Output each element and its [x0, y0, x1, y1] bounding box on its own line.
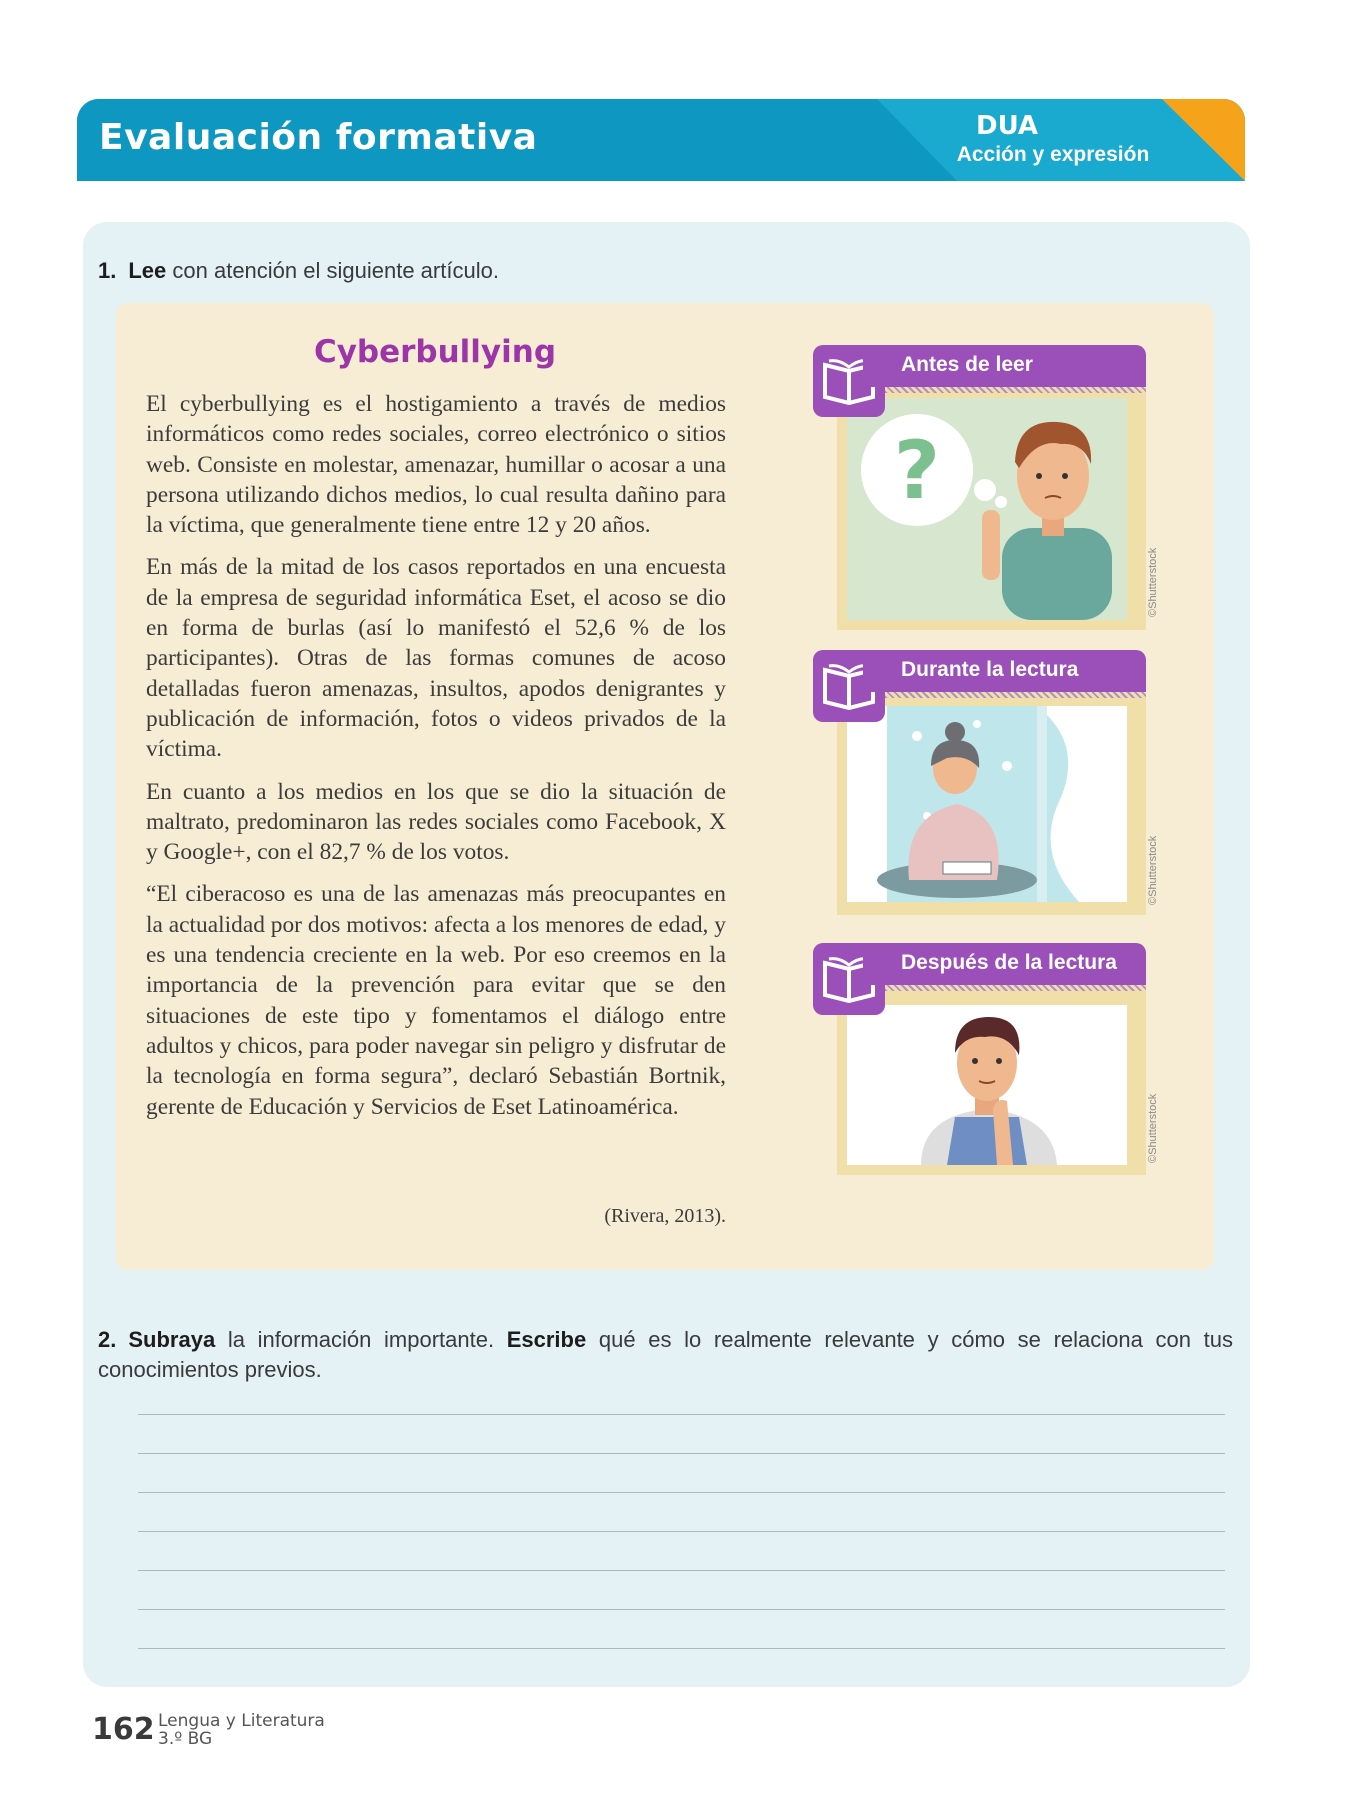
question-2-text-1: la información importante.	[215, 1327, 507, 1352]
question-2-verb-2: Escribe	[506, 1327, 587, 1352]
answer-line[interactable]	[138, 1648, 1225, 1649]
thinking-man-illustration	[847, 1005, 1127, 1165]
article-title: Cyberbullying	[313, 334, 557, 370]
article-citation: (Rivera, 2013).	[604, 1205, 726, 1227]
article-paragraph: El cyberbullying es el hostigamiento a través de medios informáticos como redes sociales, correo electrónico o sitios web. Consiste en molestar, amenazar, humillar o acosar a una persona utilizando dichos medios, lo cual resulta dañino para la víctima, que generalmente tiene entre 12 y 20 años.	[146, 391, 726, 539]
image-credit: ©Shutterstock	[1147, 547, 1159, 617]
article-paragraph: En más de la mitad de los casos reportados en una encuesta de la empresa de seguridad informática Eset, el acoso se dio en forma de burlas (así lo manifestó el 52,6 % de los participantes). Otras de las formas comunes de acoso detalladas fueron amenazas, insultos, apodos denigrantes y publicación de información, fotos o videos privados de la víctima.	[146, 554, 726, 763]
card-label: Durante la lectura	[901, 658, 1079, 681]
reading-card-during	[813, 650, 1146, 915]
grade-level: 3.º BG	[158, 1729, 213, 1749]
card-label: Después de la lectura	[901, 951, 1117, 974]
ribbon-stripe	[885, 985, 1146, 991]
question-1	[98, 258, 499, 284]
answer-line[interactable]	[138, 1531, 1225, 1532]
answer-line[interactable]	[138, 1492, 1225, 1493]
dua-title: DUA	[975, 111, 1039, 141]
article-paragraph: “El ciberacoso es una de las amenazas más preocupantes en la actualidad por dos motivos: afecta a los menores de edad, y es una tendencia creciente en la web. Por eso creemos en la importancia de la prevención para evitar que se den situaciones de este tipo y fomentamos el diálogo entre adultos y chicos, para poder navegar sin peligro y disfrutar de la tecnología en forma segura”, declaró Sebastián Bortnik, gerente de Educación y Servicios de Eset Latinoamérica.	[146, 881, 726, 1120]
answer-line[interactable]	[138, 1453, 1225, 1454]
subject-name: Lengua y Literatura	[158, 1711, 325, 1731]
ribbon-stripe	[885, 387, 1146, 393]
dua-subtitle: Acción y expresión	[956, 143, 1150, 166]
question-2-text-2: qué es lo realmente relevante y cómo se relaciona con tus conocimientos previos.	[98, 1327, 1233, 1382]
ribbon-stripe	[885, 692, 1146, 698]
question-1-number: 1.	[98, 258, 117, 283]
card-label: Antes de leer	[901, 353, 1033, 376]
question-1-text: con atención el siguiente artículo.	[166, 258, 499, 283]
reading-card-before	[813, 345, 1146, 630]
answer-line[interactable]	[138, 1414, 1225, 1415]
page-number: 162	[92, 1712, 155, 1747]
section-header	[77, 99, 1245, 181]
question-2	[98, 1325, 1233, 1385]
answer-line[interactable]	[138, 1609, 1225, 1610]
question-2-verb-1: Subraya	[128, 1327, 216, 1352]
reading-card-after	[813, 943, 1146, 1175]
reading-girl-illustration	[847, 706, 1127, 902]
svg-text:?: ?	[893, 424, 941, 517]
article-paragraph: En cuanto a los medios en los que se dio la situación de maltrato, predominaron las redes sociales como Facebook, X y Google+, con el 82,7 % de los votos.	[146, 778, 726, 866]
question-2-number: 2.	[98, 1327, 117, 1352]
page-title: Evaluación formativa	[99, 117, 538, 158]
thinking-boy-illustration	[847, 398, 1127, 620]
question-1-verb: Lee	[128, 258, 167, 283]
article-body	[146, 389, 726, 1134]
image-credit: ©Shutterstock	[1147, 1093, 1159, 1163]
footer-subject	[158, 1712, 325, 1748]
answer-line[interactable]	[138, 1570, 1225, 1571]
image-credit: ©Shutterstock	[1147, 835, 1159, 905]
